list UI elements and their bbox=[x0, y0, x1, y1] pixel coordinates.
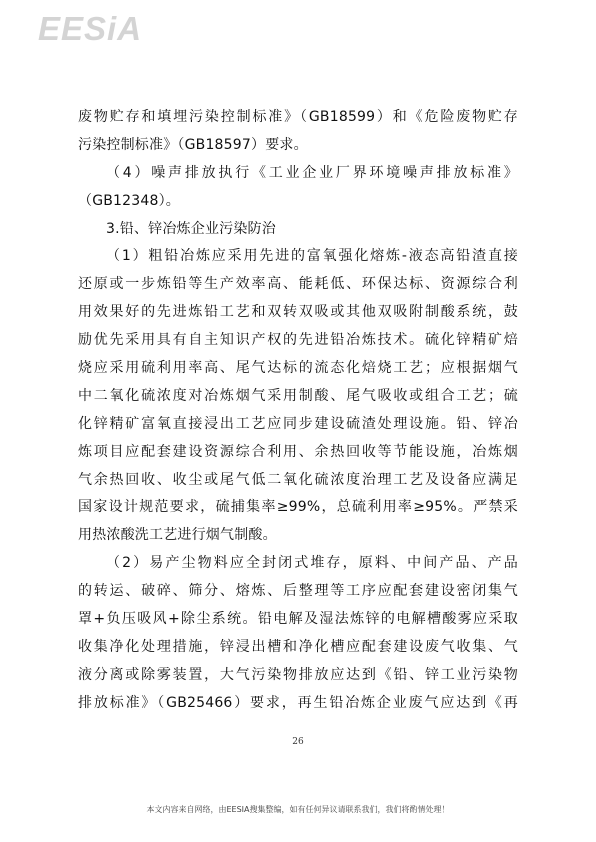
text-line: 化锌精矿富氧直接浸出工艺应同步建设硫渣处理设施。铅、锌冶 bbox=[78, 415, 518, 432]
text-line: 励优先采用具有自主知识产权的先进铅冶炼技术。硫化锌精矿焙 bbox=[78, 332, 518, 349]
text-line: 污染控制标准》（GB18597）要求。 bbox=[78, 136, 308, 153]
text-line: 液分离或除雾装置，大气污染物排放应达到《铅、锌工业污染物 bbox=[78, 666, 518, 683]
eesia-logo: EESiA bbox=[38, 10, 143, 47]
text-line: （1）粗铅冶炼应采用先进的富氧强化熔炼-液态高铅渣直接 bbox=[106, 248, 518, 265]
text-line: 还原或一步炼铅等生产效率高、能耗低、环保达标、资源综合利 bbox=[78, 276, 518, 293]
text-line: 的转运、破碎、筛分、熔炼、后整理等工序应配套建设密闭集气 bbox=[78, 583, 518, 600]
page-number: 26 bbox=[292, 737, 304, 747]
text-line: 炼项目应配套建设资源综合利用、余热回收等节能设施，冶炼烟 bbox=[78, 443, 518, 460]
footer-disclaimer: 本文内容来自网络，由EESIA搜集整编，如有任何异议请联系我们，我们将酌情处理！ bbox=[146, 805, 450, 814]
text-line: 排放标准》（GB25466）要求，再生铅冶炼企业废气应达到《再 bbox=[78, 694, 518, 711]
text-line: 用效果好的先进炼铅工艺和双转双吸或其他双吸附制酸系统，鼓 bbox=[78, 304, 518, 321]
text-line: 烧应采用硫利用率高、尾气达标的流态化焙烧工艺；应根据烟气 bbox=[78, 360, 518, 377]
document-body bbox=[78, 104, 518, 718]
text-line: （GB12348）。 bbox=[78, 192, 180, 209]
text-line: 废物贮存和填埋污染控制标准》（GB18599）和《危险废物贮存 bbox=[78, 109, 518, 125]
text-line: 气余热回收、收尘或尾气低二氧化硫浓度治理工艺及设备应满足 bbox=[78, 471, 518, 488]
text-line: 3.铅、锌冶炼企业污染防治 bbox=[106, 220, 276, 237]
text-line: 用热浓酸洗工艺进行烟气制酸。 bbox=[78, 527, 277, 544]
text-line: 罩+负压吸风+除尘系统。铅电解及湿法炼锌的电解槽酸雾应采取 bbox=[78, 611, 518, 628]
text-line: 收集净化处理措施，锌浸出槽和净化槽应配套建设废气收集、气 bbox=[78, 638, 518, 655]
text-line: （4）噪声排放执行《工业企业厂界环境噪声排放标准》 bbox=[106, 164, 518, 181]
text-line: （2）易产尘物料应全封闭式堆存，原料、中间产品、产品 bbox=[106, 555, 518, 572]
text-line: 国家设计规范要求，硫捕集率≥99%，总硫利用率≥95%。严禁采 bbox=[78, 499, 518, 516]
text-line: 中二氧化硫浓度对冶炼烟气采用制酸、尾气吸收或组合工艺；硫 bbox=[78, 387, 518, 404]
